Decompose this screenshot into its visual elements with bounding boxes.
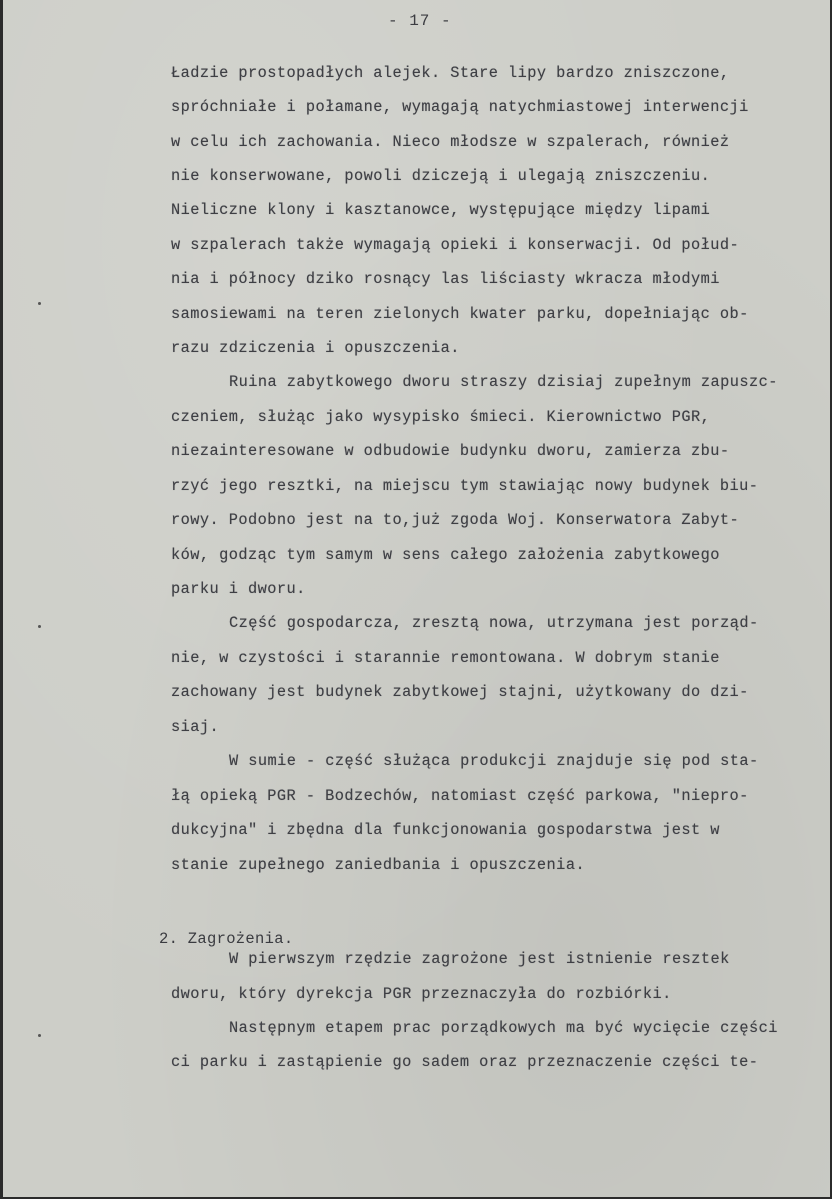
text-line: W pierwszym rzędzie zagrożone jest istnienie resztek [229, 950, 730, 968]
text-line: Ruina zabytkowego dworu straszy dzisiaj zupełnym zapuszc- [229, 373, 778, 391]
text-line: rzyć jego resztki, na miejscu tym stawiając nowy budynek biu- [171, 477, 759, 495]
page-number: - 17 - [388, 12, 452, 30]
text-line: ków, godząc tym samym w sens całego założenia zabytkowego [171, 546, 720, 564]
margin-dot [38, 302, 41, 305]
text-line: czeniem, służąc jako wysypisko śmieci. Kierownictwo PGR, [171, 408, 711, 426]
text-line: ci parku i zastąpienie go sadem oraz przeznaczenie części te- [171, 1053, 759, 1071]
text-line: Nieliczne klony i kasztanowce, występujące między lipami [171, 201, 711, 219]
text-line: Ładzie prostopadłych alejek. Stare lipy bardzo zniszczone, [171, 64, 730, 82]
text-line: nie, w czystości i starannie remontowana. W dobrym stanie [171, 649, 720, 667]
text-line: rowy. Podobno jest na to,już zgoda Woj. Konserwatora Zabyt- [171, 511, 740, 529]
text-line: dworu, który dyrekcja PGR przeznaczyła do rozbiórki. [171, 985, 672, 1003]
text-line: nia i północy dziko rosnący las liściasty wkracza młodymi [171, 270, 720, 288]
text-line: stanie zupełnego zaniedbania i opuszczenia. [171, 856, 586, 874]
text-line: nie konserwowane, powoli dziczeją i ulegają zniszczeniu. [171, 167, 711, 185]
text-line: w szpalerach także wymagają opieki i konserwacji. Od połud- [171, 236, 740, 254]
text-line: Następnym etapem prac porządkowych ma być wycięcie części [229, 1019, 778, 1037]
page-border-left [0, 0, 3, 1199]
text-line: spróchniałe i połamane, wymagają natychmiastowej interwencji [171, 98, 749, 116]
text-line: niezainteresowane w odbudowie budynku dworu, zamierza zbu- [171, 442, 730, 460]
text-line: parku i dworu. [171, 580, 306, 598]
margin-dot [38, 1034, 41, 1037]
section-heading: 2. Zagrożenia. [159, 930, 294, 948]
text-line: W sumie - część służąca produkcji znajduje się pod sta- [229, 752, 759, 770]
text-line: samosiewami na teren zielonych kwater parku, dopełniając ob- [171, 305, 749, 323]
text-line: dukcyjna" i zbędna dla funkcjonowania gospodarstwa jest w [171, 821, 720, 839]
text-line: łą opieką PGR - Bodzechów, natomiast część parkowa, "niepro- [171, 787, 749, 805]
text-line: razu zdziczenia i opuszczenia. [171, 339, 460, 357]
text-line: w celu ich zachowania. Nieco młodsze w szpalerach, również [171, 133, 730, 151]
text-line: siaj. [171, 718, 220, 736]
text-line: zachowany jest budynek zabytkowej stajni, użytkowany do dzi- [171, 683, 749, 701]
text-line: Część gospodarcza, zresztą nowa, utrzymana jest porząd- [229, 614, 759, 632]
margin-dot [38, 625, 41, 628]
